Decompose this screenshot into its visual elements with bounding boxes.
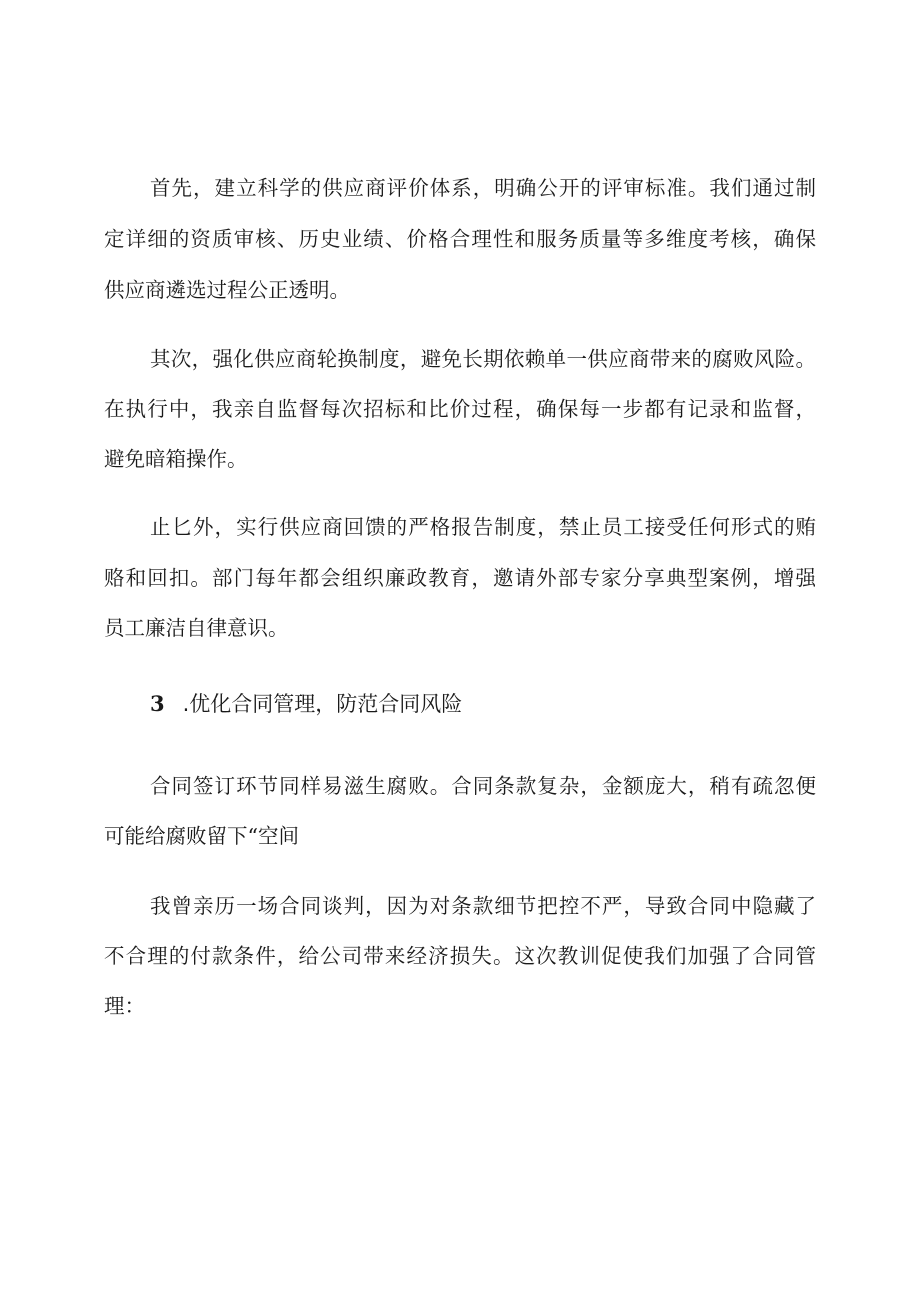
paragraph-3-line-2: 赂和回扣。部门每年都会组织廉政教育，邀请外部专家分享典型案例，增强 xyxy=(104,566,816,590)
paragraph-3-line-3: 员工廉洁自律意识。 xyxy=(104,616,289,640)
paragraph-1-line-3: 供应商遴选过程公正透明。 xyxy=(104,278,350,302)
paragraph-5-line-3: 理： xyxy=(104,994,145,1018)
paragraph-1-line-1: 首先，建立科学的供应商评价体系，明确公开的评审标准。我们通过制 xyxy=(150,176,816,200)
paragraph-2-line-3: 避免暗箱操作。 xyxy=(104,447,248,471)
section-number: 3 xyxy=(150,691,165,716)
section-title: .优化合同管理，防范合同风险 xyxy=(182,692,463,716)
section-heading xyxy=(150,693,462,715)
paragraph-2-line-1: 其次，强化供应商轮换制度，避免长期依赖单一供应商带来的腐败风险。 xyxy=(150,347,816,371)
paragraph-2-line-2: 在执行中，我亲自监督每次招标和比价过程，确保每一步都有记录和监督， xyxy=(104,397,816,421)
paragraph-1-line-2: 定详细的资质审核、历史业绩、价格合理性和服务质量等多维度考核，确保 xyxy=(104,227,816,251)
paragraph-5-line-2: 不合理的付款条件，给公司带来经济损失。这次教训促使我们加强了合同管 xyxy=(104,944,816,968)
paragraph-4-line-1: 合同签订环节同样易滋生腐败。合同条款复杂，金额庞大，稍有疏忽便 xyxy=(150,774,816,798)
paragraph-3-line-1: 止匕外，实行供应商回馈的严格报告制度，禁止员工接受任何形式的贿 xyxy=(150,515,816,539)
paragraph-5-line-1: 我曾亲历一场合同谈判，因为对条款细节把控不严，导致合同中隐藏了 xyxy=(150,894,816,918)
paragraph-4-line-2: 可能给腐败留下“空间 xyxy=(104,824,299,848)
